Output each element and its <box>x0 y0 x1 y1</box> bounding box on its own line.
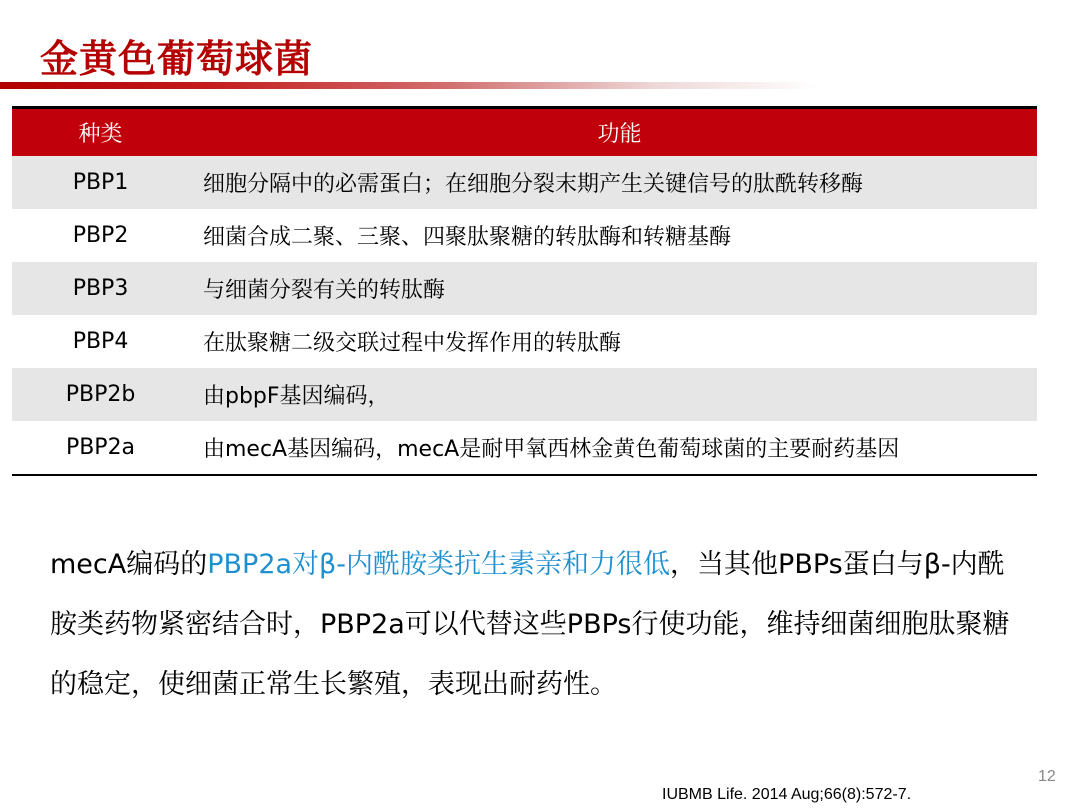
pbp-table <box>12 106 1037 476</box>
cell-function: 与细菌分裂有关的转肽酶 <box>189 262 1037 315</box>
header-function: 功能 <box>189 108 1037 157</box>
table-header-row <box>12 108 1037 157</box>
cell-type: PBP1 <box>12 156 189 209</box>
cell-type: PBP3 <box>12 262 189 315</box>
cell-function: 细菌合成二聚、三聚、四聚肽聚糖的转肽酶和转糖基酶 <box>203 225 732 250</box>
cell-function: 细胞分隔中的必需蛋白；在细胞分裂末期产生关键信号的肽酰转移酶 <box>189 156 1037 209</box>
cell-type: PBP2a <box>12 421 189 475</box>
table-row <box>12 315 1037 368</box>
table-row <box>12 156 1037 209</box>
summary-paragraph <box>50 535 1010 715</box>
slide-title: 金黄色葡萄球菌 <box>40 37 314 81</box>
cell-type: PBP2 <box>72 223 129 248</box>
table-row <box>12 262 1037 315</box>
table-row <box>12 209 1037 262</box>
cell-type: PBP2b <box>12 368 189 421</box>
cell-function: 由mecA基因编码，mecA是耐甲氧西林金黄色葡萄球菌的主要耐药基因 <box>189 421 1037 475</box>
paragraph-text-end: ，当其他PBPs蛋白与β-内酰胺类药物紧密结合时，PBP2a可以代替这些PBPs行使功能，维持细菌细胞肽聚糖的稳定，使细菌正常生长繁殖，表现出耐药性。 <box>50 549 1010 700</box>
cell-function: 由pbpF基因编码， <box>189 368 1037 421</box>
table-row <box>12 368 1037 421</box>
page-number: 12 <box>1038 768 1056 785</box>
table-row <box>12 421 1037 475</box>
header-type: 种类 <box>12 108 189 157</box>
cell-function: 在肽聚糖二级交联过程中发挥作用的转肽酶 <box>203 331 622 356</box>
citation: IUBMB Life. 2014 Aug;66(8):572-7. <box>662 786 912 803</box>
title-underline-bar <box>0 82 820 89</box>
paragraph-text-start: mecA编码的 <box>50 549 208 580</box>
cell-type: PBP4 <box>72 329 129 354</box>
paragraph-highlight: PBP2a对β-内酰胺类抗生素亲和力很低 <box>207 549 671 580</box>
